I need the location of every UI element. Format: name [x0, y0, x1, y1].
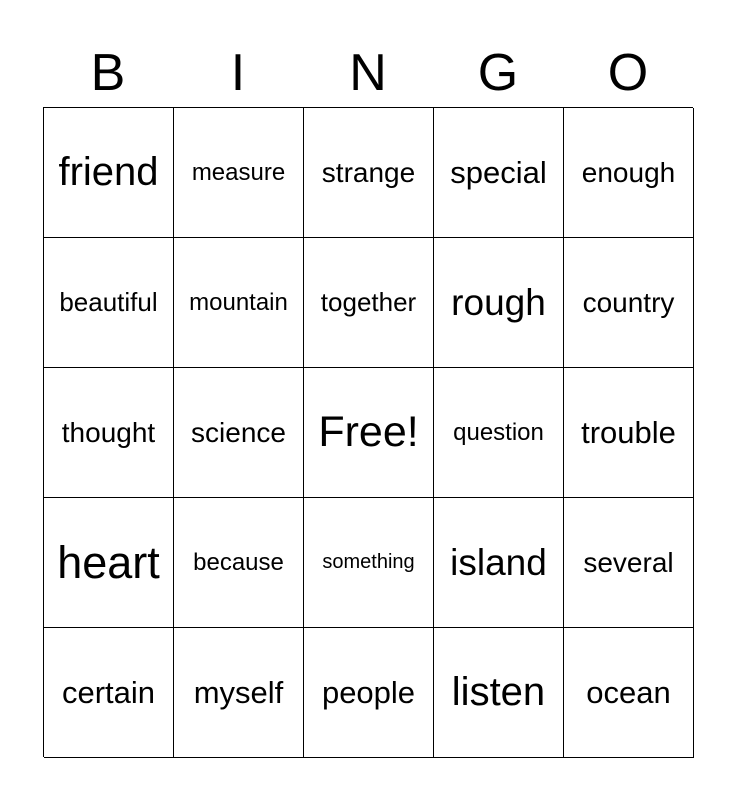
- bingo-cell-free[interactable]: Free!: [304, 368, 434, 498]
- bingo-cell-r4-c5[interactable]: several: [564, 498, 694, 628]
- bingo-cell-r2-c2[interactable]: mountain: [174, 238, 304, 368]
- bingo-cell-r1-c2[interactable]: measure: [174, 108, 304, 238]
- bingo-cell-r3-c2[interactable]: science: [174, 368, 304, 498]
- bingo-cell-r2-c3[interactable]: together: [304, 238, 434, 368]
- bingo-cell-r4-c3[interactable]: something: [304, 498, 434, 628]
- bingo-cell-r1-c4[interactable]: special: [434, 108, 564, 238]
- bingo-cell-r5-c4[interactable]: listen: [434, 628, 564, 758]
- header-letter-g: G: [477, 44, 519, 102]
- bingo-cell-r1-c3[interactable]: strange: [304, 108, 434, 238]
- bingo-cell-r3-c5[interactable]: trouble: [564, 368, 694, 498]
- bingo-cell-r4-c1[interactable]: heart: [44, 498, 174, 628]
- bingo-cell-r4-c4[interactable]: island: [434, 498, 564, 628]
- bingo-cell-r5-c2[interactable]: myself: [174, 628, 304, 758]
- bingo-cell-r5-c1[interactable]: certain: [44, 628, 174, 758]
- bingo-cell-r1-c1[interactable]: friend: [44, 108, 174, 238]
- bingo-cell-r4-c2[interactable]: because: [174, 498, 304, 628]
- bingo-cell-r1-c5[interactable]: enough: [564, 108, 694, 238]
- header-letter-o: O: [607, 44, 649, 102]
- bingo-board: [43, 107, 693, 757]
- bingo-cell-r2-c5[interactable]: country: [564, 238, 694, 368]
- bingo-cell-r2-c1[interactable]: beautiful: [44, 238, 174, 368]
- header-letter-i: I: [230, 44, 246, 102]
- header-letter-n: N: [349, 44, 387, 102]
- bingo-cell-r3-c4[interactable]: question: [434, 368, 564, 498]
- bingo-header: [43, 40, 693, 106]
- bingo-cell-r2-c4[interactable]: rough: [434, 238, 564, 368]
- bingo-cell-r5-c5[interactable]: ocean: [564, 628, 694, 758]
- header-letter-b: B: [90, 44, 126, 102]
- bingo-cell-r5-c3[interactable]: people: [304, 628, 434, 758]
- bingo-cell-r3-c1[interactable]: thought: [44, 368, 174, 498]
